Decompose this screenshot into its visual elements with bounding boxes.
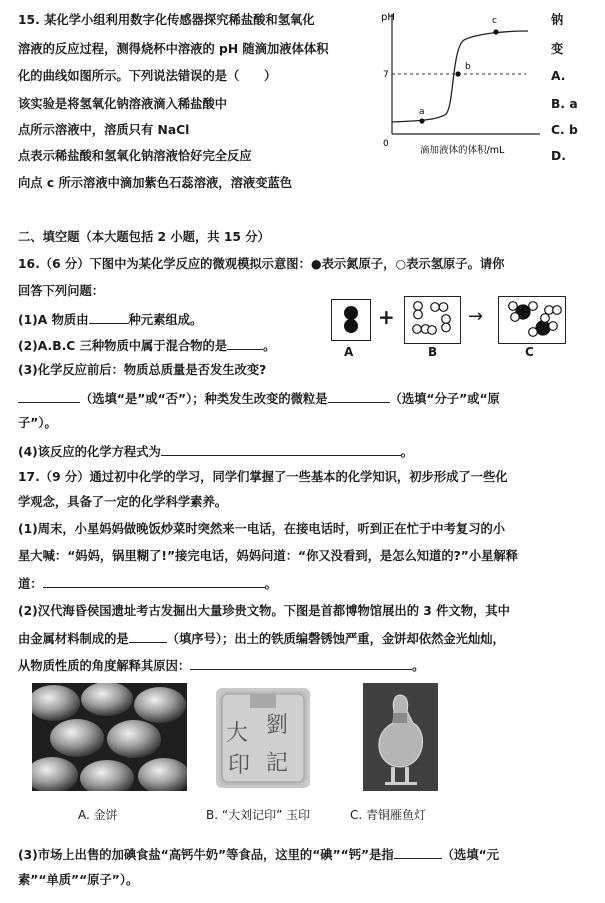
photo-gold-cakes	[32, 683, 187, 791]
q16-p1-pre: (1)A 物质由	[18, 313, 89, 327]
box-a	[331, 299, 371, 341]
q16-p3b-mid: （选填“是”或“否”）；种类发生改变的微粒是	[80, 392, 328, 406]
caption-bronze-lamp: C. 青铜雁鱼灯	[350, 808, 427, 822]
q17-p2-blank-2[interactable]	[190, 657, 412, 670]
q16-p1-blank[interactable]	[89, 311, 129, 324]
q15-option-b: B. a	[551, 97, 578, 111]
q16-p4-post: 。	[400, 445, 414, 459]
y-axis-label: pH	[381, 12, 395, 23]
q15-option-d: D.	[551, 149, 566, 163]
point-c-label: c	[492, 16, 497, 26]
q15-option-a: A.	[551, 69, 566, 83]
q17-p2-b	[18, 630, 505, 647]
q16-part-3b	[18, 390, 500, 407]
box-a-molecule	[332, 300, 370, 340]
q15-line-5: 点所示溶液中，溶质只有 NaCl	[18, 123, 190, 137]
q15-line-7: 向点 c 所示溶液中滴加紫色石蕊溶液，溶液变蓝色	[18, 176, 293, 190]
box-b-molecules	[405, 297, 460, 343]
caption-gold-cake: A. 金饼	[78, 808, 118, 822]
q17-p2-c	[18, 657, 424, 674]
ref-tick-label: 7	[383, 70, 389, 80]
q17-p1-b: 星大喊：“妈妈，锅里糊了!”接完电话，妈妈问道：“你又没看到，是怎么知道的?”小星解释	[18, 549, 519, 563]
bronze-lamp-illustration	[363, 683, 438, 791]
q15-line-2: 溶液的反应过程，测得烧杯中溶液的 pH 随滴加液体体积	[18, 42, 329, 56]
box-c-molecules	[499, 297, 565, 343]
q17-p1-blank[interactable]	[43, 575, 265, 588]
photo-bronze-lamp	[363, 683, 438, 791]
q15-option-c: C. b	[551, 123, 578, 137]
q16-line-1: 16.（6 分）下图中为某化学反应的微观模拟示意图：●表示氮原子，○表示氢原子。请你	[18, 257, 505, 271]
q15-line-4: 该实验是将氢氧化钠溶液滴入稀盐酸中	[18, 97, 228, 111]
q16-p4-blank[interactable]	[161, 443, 401, 456]
q17-p2-b-pre: 由金属材料制成的是	[18, 632, 129, 646]
q17-p1-c-pre: 道：	[18, 577, 43, 591]
gold-cakes-illustration	[32, 683, 187, 791]
q17-p2-c-pre: 从物质性质的角度解释其原因：	[18, 659, 191, 673]
q17-p3-a	[18, 846, 499, 863]
q16-p2-pre: (2)A.B.C 三种物质中属于混合物的是	[18, 339, 228, 353]
section-2-title: 二、填空题（本大题包括 2 小题，共 15 分）	[18, 230, 270, 244]
box-b	[404, 296, 461, 344]
ph-curve	[392, 31, 528, 122]
q16-p1-post: 种元素组成。	[128, 313, 203, 327]
q16-part-1	[18, 311, 202, 328]
q17-p3-b: 素”“单质”“原子”）。	[18, 873, 139, 887]
q16-p2-post: 。	[263, 339, 276, 353]
q15-side-char-1: 钠	[551, 13, 564, 27]
q16-part-3c: 子”）。	[18, 416, 57, 430]
x-axis-label: 滴加液体的体积/mL	[420, 145, 505, 156]
point-b-label: b	[465, 62, 471, 72]
q16-p4-pre: (4)该反应的化学方程式为	[18, 445, 161, 459]
point-a-label: a	[419, 107, 425, 117]
point-c	[493, 29, 498, 34]
point-a	[419, 118, 424, 123]
q17-p2-blank-1[interactable]	[129, 630, 167, 643]
q17-line-2: 学观念，具备了一定的化学科学素养。	[18, 495, 228, 509]
q17-p3-blank[interactable]	[394, 846, 442, 859]
q16-p3-blank-1[interactable]	[18, 390, 80, 403]
q16-line-2: 回答下列问题：	[18, 284, 105, 298]
q17-p1-c	[18, 575, 277, 592]
point-b	[455, 71, 460, 76]
origin-label: 0	[383, 139, 389, 149]
seal-char-3: 記	[266, 751, 289, 776]
q15-line-6: 点表示稀盐酸和氢氧化钠溶液恰好完全反应	[18, 149, 252, 163]
seal-char-2: 劉	[266, 713, 289, 738]
q16-part-4	[18, 443, 413, 460]
photo-jade-seal	[216, 688, 310, 788]
q17-p1-a: (1)周末，小星妈妈做晚饭炒菜时突然来一电话，在接电话时，听到正在忙于中考复习的小	[18, 522, 506, 536]
plus-sign: +	[378, 305, 395, 329]
q16-p2-blank[interactable]	[227, 337, 263, 350]
q16-part-2	[18, 337, 275, 354]
label-b: B	[428, 345, 438, 359]
seal-char-4: 印	[228, 753, 251, 778]
q16-p3-blank-2[interactable]	[328, 390, 390, 403]
reaction-arrow: →	[468, 306, 484, 327]
q17-p2-c-post: 。	[412, 659, 425, 673]
q17-p2-a: (2)汉代海昏侯国遗址考古发掘出大量珍贵文物。下图是首都博物馆展出的 3 件文物，其中	[18, 604, 510, 618]
ph-titration-graph	[378, 6, 548, 161]
q15-line-1: 15. 某化学小组利用数字化传感器探究稀盐酸和氢氧化	[18, 13, 315, 27]
q16-p3b-post: （选填“分子”或“原	[389, 392, 500, 406]
q17-p1-c-post: 。	[264, 577, 277, 591]
caption-jade-seal: B. “大刘记印” 玉印	[206, 808, 311, 822]
q17-p3-pre: (3)市场上出售的加碘食盐“高钙牛奶”等食品，这里的“碘”“钙”是指	[18, 848, 394, 862]
q15-line-3: 化的曲线如图所示。下列说法错误的是（ ）	[18, 69, 277, 83]
box-c	[498, 296, 566, 344]
q16-part-3: (3)化学反应前后：物质总质量是否发生改变?	[18, 363, 267, 377]
q17-p2-b-post: （填序号）；出土的铁质编磬锈蚀严重，金饼却依然金光灿灿，	[166, 632, 505, 646]
q17-p3-post: （选填“元	[441, 848, 499, 862]
seal-char-1: 大	[226, 721, 249, 746]
q15-side-char-2: 变	[551, 42, 564, 56]
label-a: A	[344, 345, 354, 359]
q17-line-1: 17.（9 分）通过初中化学的学习，同学们掌握了一些基本的化学知识，初步形成了一些化	[18, 470, 508, 484]
label-c: C	[525, 345, 534, 359]
jade-seal-illustration	[216, 688, 310, 788]
